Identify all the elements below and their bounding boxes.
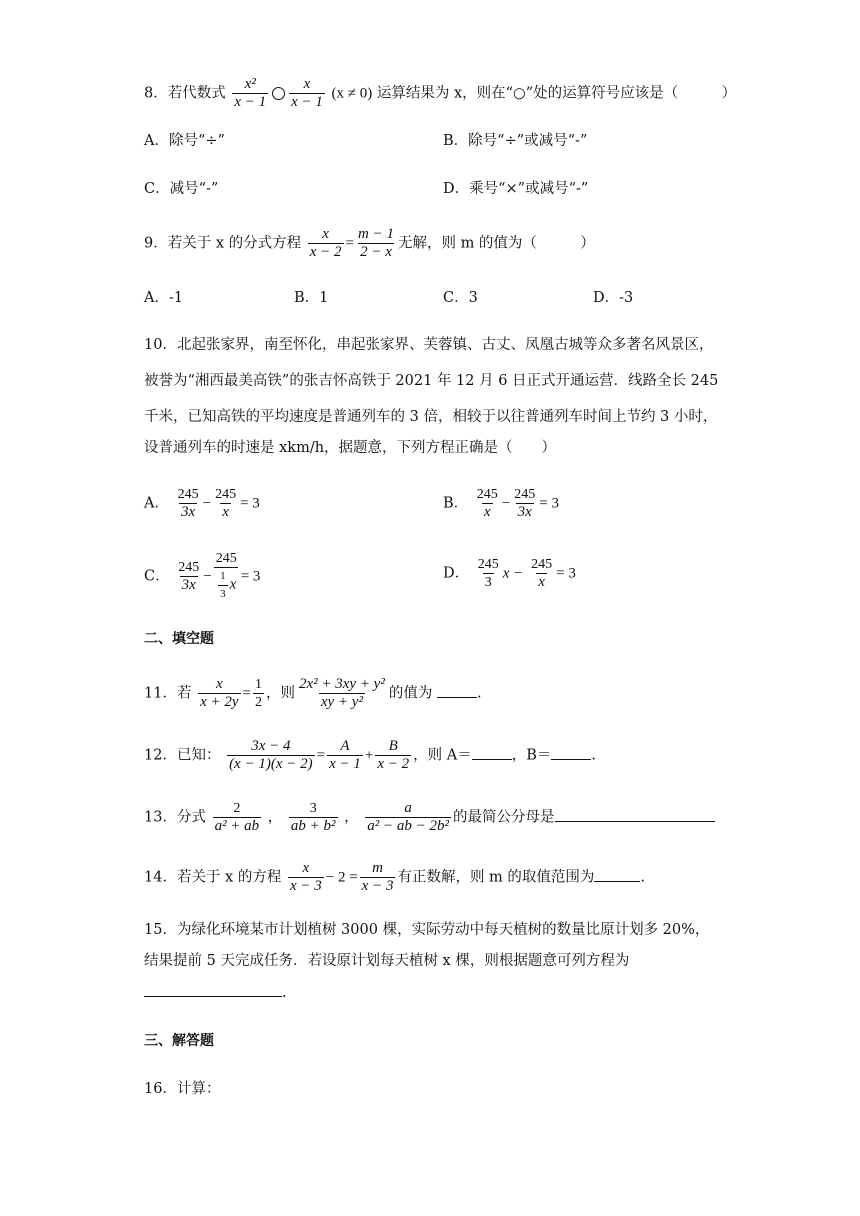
q8-option-b: B．除号“÷”或减号“-” — [443, 133, 588, 149]
q11-answer-blank[interactable] — [437, 683, 477, 698]
q10-option-a: A． $\frac{245}{3x}$ − $\frac{245}{x}$ = 3 — [144, 487, 260, 520]
q10-option-b: B． $\frac{245}{x}$ − $\frac{245}{3x}$ = 3 — [443, 487, 559, 520]
q9-number: 9． — [144, 235, 168, 252]
question-11: 11．若 $\frac{x}{x + 2y}$ = $\frac{1}{2}$ ，则 $\frac{\text{2x² + 3xy + y²}}{\text{xy + y²}}$ 的值为 . — [144, 676, 482, 710]
section-3-heading: 三、解答题 — [144, 1033, 214, 1049]
q8-condition: (x ≠ 0) — [331, 85, 373, 102]
q9-option-b: B．1 — [294, 290, 329, 306]
q9-suffix: 无解，则 m 的值为（ ） — [397, 235, 595, 252]
q8-option-c: C．减号“-” — [144, 181, 219, 197]
q9-option-c: C．3 — [443, 290, 478, 306]
question-16: 16．计算： — [144, 1081, 221, 1097]
operator-circle — [272, 87, 285, 100]
q10-line-4: 设普通列车的时速是 xkm/h，据题意，下列方程正确是（ ） — [144, 440, 557, 456]
question-13: 13．分式 $\frac{2}{\text{a² + ab}}$ ， $\frac{3}{\text{ab + b²}}$ ， $\frac{a}{\text{a² − ab − 2b²}}$ 的最简公分母是 — [144, 800, 715, 835]
q10-line-1: 10．北起张家界，南至怀化，串起张家界、芙蓉镇、古丈、凤凰古城等众多著名风景区， — [144, 337, 714, 353]
q9-fraction-2: $\frac{m - 1}{2 - x}$ — [358, 226, 394, 260]
q9-equals: = — [345, 235, 354, 252]
q8-option-a: A．除号“÷” — [144, 133, 225, 149]
q14-answer-blank[interactable] — [594, 867, 640, 882]
q8-prefix: 若代数式 — [167, 85, 226, 102]
q12-answer-blank-a[interactable] — [472, 745, 512, 760]
q10-option-c: C． $\frac{245}{3x}$ − 245 $\frac{1}{3}$ x = 3 — [144, 550, 260, 603]
q15-line-3: . — [144, 982, 287, 1004]
q13-answer-blank[interactable] — [555, 807, 715, 822]
q9-fraction-1: $\frac{x}{x - 2}$ — [309, 226, 342, 260]
section-2-heading: 二、填空题 — [144, 631, 214, 647]
question-9 — [144, 226, 595, 261]
q10-line-2: 被誉为“湘西最美高铁”的张吉怀高铁于 2021 年 12 月 6 日正式开通运营．线路全长 245 — [144, 373, 719, 389]
q9-option-d: D．-3 — [593, 290, 634, 306]
q15-answer-blank[interactable] — [144, 982, 282, 997]
q8-fraction-1: $\frac{\text{x²}}{x - 1}$ — [234, 76, 267, 110]
q8-suffix: 运算结果为 x，则在“○”处的运算符号应该是（ ） — [376, 85, 737, 102]
q8-number: 8． — [144, 85, 168, 102]
q15-line-1: 15．为绿化环境某市计划植树 3000 棵，实际劳动中每天植树的数量比原计划多 20%， — [144, 922, 710, 938]
q9-option-a: A．-1 — [144, 290, 184, 306]
q10-line-3: 千米，已知高铁的平均速度是普通列车的 3 倍，相较于以往普通列车时间上节约 3 小时， — [144, 409, 718, 425]
question-12: 12．已知： $\frac{3x - 4}{(x - 1)(x - 2)}$ = $\frac{A}{x - 1}$ + $\frac{B}{x - 2}$ ，则 A＝ ，B＝ . — [144, 738, 596, 772]
q15-line-2: 结果提前 5 天完成任务．若设原计划每天植树 x 棵，则根据题意可列方程为 — [144, 953, 630, 969]
question-14: 14．若关于 x 的方程 $\frac{x}{x - 3}$ − 2 = $\frac{m}{x - 3}$ 有正数解，则 m 的取值范围为 . — [144, 860, 646, 894]
q10-option-d: D． $\frac{245}{3}$ x − $\frac{245}{x}$ = 3 — [443, 557, 576, 590]
q12-answer-blank-b[interactable] — [551, 745, 591, 760]
q9-prefix: 若关于 x 的分式方程 — [167, 235, 302, 252]
question-8 — [144, 76, 736, 111]
q8-fraction-2: $\frac{x}{x - 1}$ — [291, 76, 323, 110]
q8-option-d: D．乘号“×”或减号“-” — [443, 181, 589, 197]
